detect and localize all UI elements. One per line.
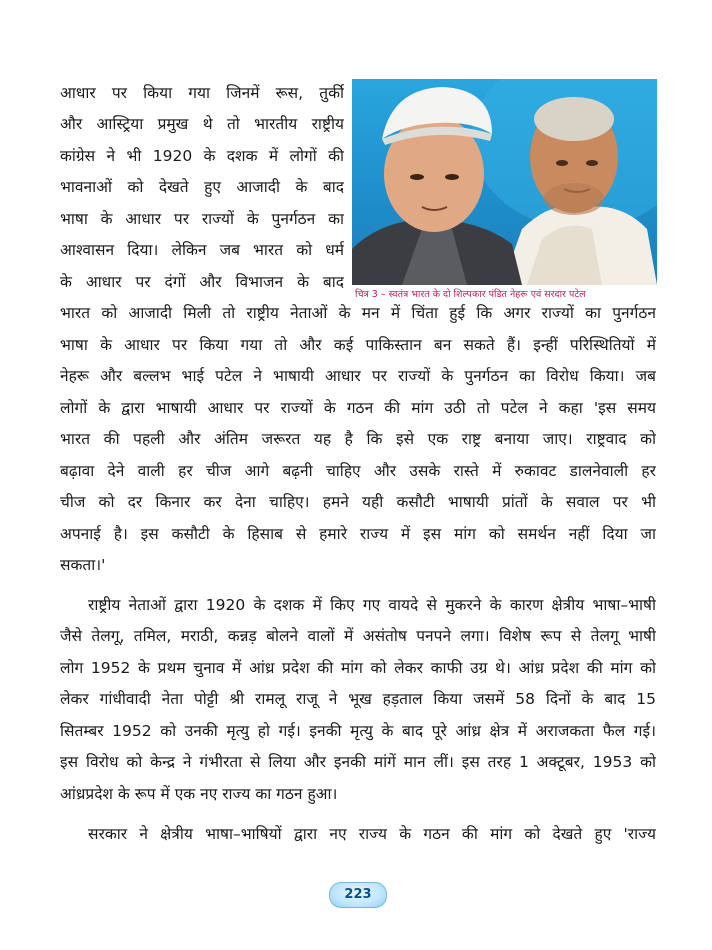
text-line: राष्ट्रीय नेताओं द्वारा 1920 के दशक में किए गए वायदे से मुकरने के कारण क्षेत्रीय भाषा–भाषी <box>88 596 656 614</box>
text-line: भावनाओं को देखते हुए आजादी के बाद <box>60 178 344 196</box>
text-line: सकता।' <box>60 556 106 574</box>
text-line: और आस्ट्रिया प्रमुख थे तो भारतीय राष्ट्रीय <box>60 115 344 133</box>
text-line: के आधार पर दंगों और विभाजन के बाद <box>60 273 344 291</box>
text-line: आंध्रप्रदेश के रूप में एक नए राज्य का गठन हुआ। <box>60 785 338 803</box>
text-line: भाषा के आधार पर राज्यों के पुनर्गठन का <box>60 210 344 228</box>
portrait-figure <box>352 79 657 285</box>
portrait-illustration <box>352 79 657 285</box>
text-line: भाषा के आधार पर किया गया तो और कई पाकिस्तान बन सकते हैं। इन्हीं परिस्थितियों में <box>60 336 656 354</box>
text-line: जैसे तेलगू, तमिल, मराठी, कन्नड़ बोलने वालों में असंतोष पनपने लगा। विशेष रूप से तेलगू भाषी <box>60 627 656 645</box>
text-line: लोग 1952 के प्रथम चुनाव में आंध्र प्रदेश की मांग को लेकर काफी उग्र थे। आंध्र प्रदेश की मांग को <box>60 659 656 677</box>
text-line: लोगों के द्वारा भाषायी आधार पर राज्यों के गठन की मांग उठी तो पटेल ने कहा 'इस समय <box>60 399 656 417</box>
text-line: नेहरू और बल्लभ भाई पटेल ने भाषायी आधार पर राज्यों के पुनर्गठन का विरोध किया। जब <box>60 367 656 385</box>
text-line: कांग्रेस ने भी 1920 के दशक में लोगों की <box>60 147 344 165</box>
text-line: बढ़ावा देने वाली हर चीज आगे बढ़नी चाहिए और उसके रास्ते में रुकावट डालनेवाली हर <box>60 462 656 480</box>
text-line: आश्वासन दिया। लेकिन जब भारत को धर्म <box>60 241 344 259</box>
page-number-badge: 223 <box>329 882 387 908</box>
text-line: भारत की पहली और अंतिम जरूरत यह है कि इसे एक राष्ट्र बनाया जाए। राष्ट्रवाद को <box>60 430 656 448</box>
text-line: चीज को दर किनार कर देना चाहिए। हमने यही कसौटी भाषायी प्रांतों के सवाल पर भी <box>60 493 656 511</box>
text-line: अपनाई है। इस कसौटी के हिसाब से हमारे राज्य में इस मांग को समर्थन नहीं दिया जा <box>60 525 656 543</box>
figure-caption: चित्र 3 – स्वतंत्र भारत के दो शिल्पकार पंडित नेहरू एवं सरदार पटेल <box>355 289 586 300</box>
text-line: आधार पर किया गया जिनमें रूस, तुर्की <box>60 84 344 102</box>
text-line: सितम्बर 1952 को उनकी मृत्यु हो गई। इनकी मृत्यु के बाद पूरे आंध्र क्षेत्र में अराजकता फैल गई। <box>60 722 656 740</box>
text-line: लेकर गांधीवादी नेता पोट्टी श्री रामलू राजू ने भूख हड़ताल किया जसमें 58 दिनों के बाद 15 <box>60 690 656 708</box>
text-line: इस विरोध को केन्द्र ने गंभीरता से लिया और इनकी मांगें मान लीं। इस तरह 1 अक्टूबर, 1953 को <box>60 753 656 771</box>
text-line: भारत को आजादी मिली तो राष्ट्रीय नेताओं के मन में चिंता हुई कि अगर राज्यों का पुनर्गठन <box>60 304 656 322</box>
text-line: सरकार ने क्षेत्रीय भाषा–भाषियों द्वारा नए राज्य के गठन की मांग को देखते हुए 'राज्य <box>88 825 656 843</box>
